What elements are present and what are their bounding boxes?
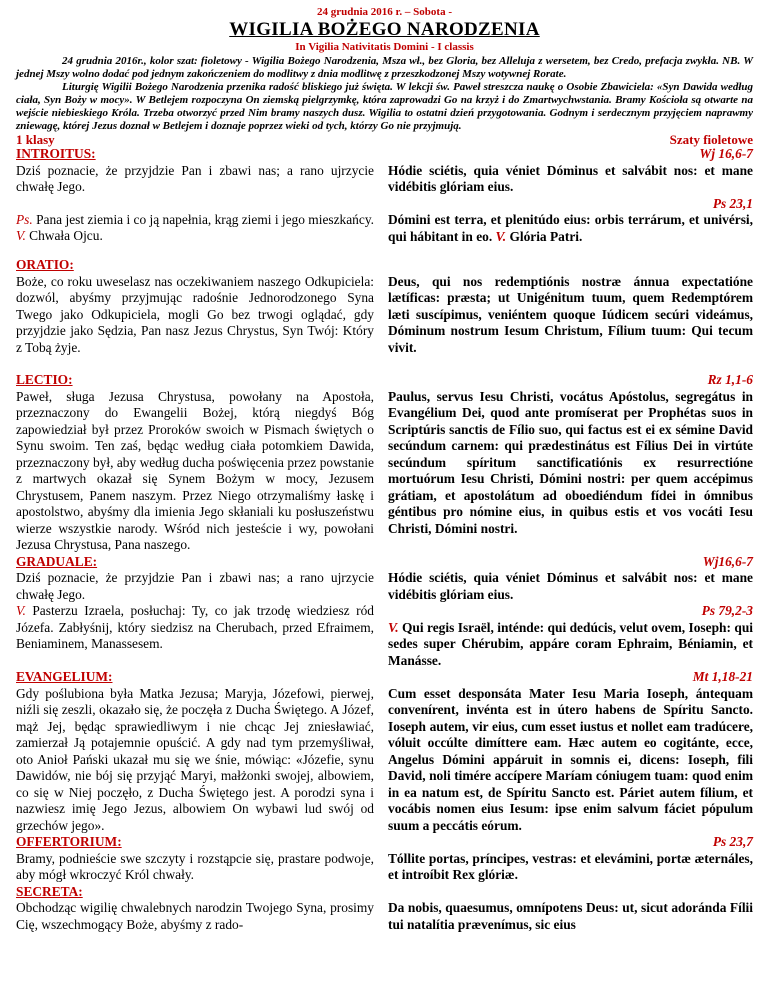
offertorium-polish: Bramy, podnieście swe szczyty i rozstąpcie się, prastare podwoje, aby mógł wkroczyć Król chwały. — [16, 850, 374, 882]
evangelium-row — [16, 686, 753, 835]
introitus-polish: Dziś poznacie, że przyjdzie Pan i zbawi nas; a rano ujrzycie chwałę Jego. — [16, 162, 374, 194]
date-line: 24 grudnia 2016 r. – Sobota - — [317, 6, 452, 18]
graduale-header-row — [16, 554, 753, 571]
page-title: WIGILIA BOŻEGO NARODZENIA — [229, 19, 540, 40]
evangelium-polish: Gdy poślubiona była Matka Jezusa; Maryja, Józefowi, pierwej, niźli się zeszli, okazało się, że poczęła z Ducha Świętego. A Józef, mąż Jej, będąc sprawiedliwym i nie chcąc Jej zniesławiać, zamierzał Ją potajemnie opuścić. A gdy nad tym przemyśliwał, oto Anioł Pański ukazał mu się we śnie, mówiąc: «Józefie, synu Dawidów, nie bój się przyjąć Maryi, małżonki swojej, albowiem, co się w Niej poczęło, z Ducha Świętego jest. A porodzi syna i nazwiesz imię Jego Jezus, albowiem On wybawi lud swój od grzechów jego». — [16, 685, 374, 833]
gloria-polish: Chwała Ojcu. — [25, 228, 103, 243]
introitus-header-row — [16, 146, 753, 163]
offertorium-row — [16, 818, 753, 884]
lectio-polish: Paweł, sługa Jezusa Chrystusa, powołany na Apostoła, przeznaczony do Ewangelii Bożej, którą niegdyś Bóg zapowiedział był przez Proroków swoich w Pismach świętych o Synu swoim. Ten zaś, będąc według ciała potomkiem Dawida, przeznaczony był, aby według ducha poświęcenia przez powstanie z martwych okazał się Synem Bożym w mocy, Jezusem Chrystusem, Panem naszym. Przez Niego otrzymaliśmy łaskę i apostolstwo, abyśmy dla imienia Jego skłaniali ku posłuszeństwu wierze wszystkie narody. Wśród nich jesteście i wy, powołani Jezusa Chrystusa, Pana naszego. — [16, 388, 374, 552]
introitus-psalm-ref: Ps 23,1 — [712, 195, 753, 211]
secreta-heading: SECRETA: — [16, 883, 83, 899]
lectio-row — [16, 389, 753, 554]
graduale-row — [16, 570, 753, 669]
graduale-psalm-ref: Ps 79,2-3 — [701, 603, 753, 618]
missal-page — [16, 6, 753, 933]
secreta-latin: Da nobis, quaesumus, omnípotens Deus: ut, sicut adoránda Fílii tui natalítia prævenímus, sic eius — [388, 900, 753, 932]
graduale-latin: Hódie sciétis, quia véniet Dóminus et salvábit nos: et mane vidébitis glóriam eius. — [388, 570, 753, 602]
graduale-heading: GRADUALE: — [16, 553, 98, 569]
latin-subtitle: In Vigilia Nativitatis Domini - I classis — [295, 41, 474, 53]
evangelium-ref: Mt 1,18-21 — [692, 669, 753, 684]
intro-notes — [16, 55, 753, 133]
oratio-row — [16, 257, 753, 356]
oratio-polish: Boże, co roku uweselasz nas oczekiwaniem naszego Odkupiciela: dozwól, abyśmy przyjmując radośnie Jednorodzonego Syna Twego jako Odkupiciela, mogli Go bez trwogi oglądać, gdy przyjdzie jako Sędzia, Pan nasz Jezus Chrystus, Syn Twój: Który z Tobą żyje. — [16, 273, 374, 355]
oratio-heading: ORATIO: — [16, 257, 74, 272]
intro-rubric: 24 grudnia 2016r., kolor szat: fioletowy - Wigilia Bożego Narodzenia, Msza wł., bez Gloria, bez Alleluja z wersetem, bez Credo, prefacja zwykła. NB. W jednej Mszy wolno dodać pod jednym zakończeniem do modlitwy z dnia modlitwę z przeszkodzonej Mszy wotywnej Rorate. — [16, 55, 753, 80]
graduale-verse-latin-text: Qui regis Israël, inténde: qui dedúcis, velut ovem, Ioseph: qui sedes super Chérubim, appáre coram Ephraim, Béniamin, et Manásse. — [388, 619, 753, 668]
psalm-polish-text: Pana jest ziemia i co ją napełnia, krąg ziemi i jego mieszkańcy. — [32, 211, 374, 227]
introitus-row — [16, 163, 753, 196]
graduale-verse-polish-text: Pasterzu Izraela, posłuchaj: Ty, co jak trzodę wiedziesz ród Józefa. Zabłyśnij, który siedzisz na Cherubach, przed Efraimem, Beniaminem, Manassesem. — [16, 603, 374, 651]
evangelium-header-row — [16, 669, 753, 686]
offertorium-ref: Ps 23,7 — [712, 834, 753, 849]
psalm-latin-text: Dómini est terra, et plenitúdo eius: orbis terrárum, et univérsi, qui hábitant in eo. — [388, 212, 753, 244]
graduale-verse-latin — [388, 620, 753, 670]
oratio-latin: Deus, qui nos redemptiónis nostræ ánnua expectatióne lætíficas: præsta; ut Unigénitum tuum, quem Redemptórem læti suscípimus, veniéntem quoque Iúdicem secúri videámus, Dóminum nostrum Iesum Christum, Fílium tuum: Qui tecum vivit. — [388, 273, 753, 355]
graduale-polish: Dziś poznacie, że przyjdzie Pan i zbawi nas; a rano ujrzycie chwałę Jego. — [16, 570, 374, 602]
lectio-header-row — [16, 372, 753, 389]
evangelium-heading: EVANGELIUM: — [16, 669, 113, 684]
lectio-ref: Rz 1,1-6 — [707, 372, 753, 387]
introitus-psalm-latin — [388, 212, 753, 245]
versicle-mark: V. — [16, 603, 26, 618]
evangelium-latin: Cum esset desponsáta Mater Iesu Maria Ioseph, ántequam convenírent, invénta est in útero habens de Spíritu Sancto. Ioseph autem, vir eius, cum esset iustus et nollet eam tradúcere, vóluit occúlte dimíttere eam. Hæc autem eo cogitánte, ecce, Angelus Dómini appáruit in somnis ei, dicens: Ioseph, fili David, noli timére accípere Maríam cóniugem tuam: quod enim in ea natum est, de Spíritu Sancto est. Páriet autem fílium, et vocábis nomen eius Iesum: ipse enim salvum fáciet pópulum suum a peccátis eórum. — [388, 685, 753, 833]
intro-commentary: Liturgię Wigilii Bożego Narodzenia przenika radość bliskiego już święta. W lekcji św. Paweł streszcza naukę o Osobie Zbawiciela: «Syn Dawida według ciała, Syn Boży w mocy». W Betlejem rozpoczyna On ziemską pielgrzymkę, która zaprowadzi Go na krzyż i do Zmartwychwstania. Bramy Kościoła są otwarte na wejście niebieskiego Króla. Trzeba otworzyć przed Nim bramy naszych dusz. Wigilia to ostatni dzień przygotowania. Godnym i serdecznym przyjęciem naprawmy zniewagę, której Jezus doznał w Betlejem i doznaje poprzez wieki od tych, którzy Go nie przyjmują. — [16, 81, 753, 132]
introitus-psalm-polish — [16, 212, 374, 245]
versicle-mark: V. — [495, 228, 507, 244]
introitus-psalm-row — [16, 196, 753, 246]
introitus-heading: INTROITUS: — [16, 146, 96, 161]
offertorium-heading: OFFERTORIUM: — [16, 834, 122, 849]
graduale-verse-polish — [16, 603, 374, 653]
offertorium-latin: Tóllite portas, príncipes, vestras: et elevámini, portæ æternáles, et introíbit Rex glóriæ. — [388, 850, 753, 882]
lectio-heading: LECTIO: — [16, 372, 73, 387]
gloria-latin: Glória Patri. — [506, 228, 583, 244]
versicle-mark: V. — [388, 619, 399, 635]
secreta-row — [16, 884, 753, 934]
graduale-ref: Wj16,6-7 — [702, 553, 753, 569]
introitus-latin: Hódie sciétis, quia véniet Dóminus et salvábit nos: et mane vidébitis glóriam eius. — [388, 162, 753, 194]
vestments-label: Szaty fioletowe — [669, 132, 753, 147]
class-label: 1 klasy — [16, 132, 55, 147]
lectio-latin: Paulus, servus Iesu Christi, vocátus Apóstolus, segregátus in Evangélium Dei, quod ante promíserat per Prophétas suos in Scriptúris sanctis de Fílio suo, qui factus est ei ex sémine David secúndum carnem: qui prædestinátus est Fílius Dei in virtúte secúndum spíritum sanctificatiónis ex resurrectióne mortuórum Iesu Christi, Dómini nostri: per quem accépimus grátiam, et apostolátum ad oboediéndum fídei in ómnibus géntibus pro nómine eius, in quibus estis et vos vocáti Iesu Christi, Dómini nostri. — [388, 388, 753, 536]
liturgical-meta — [16, 133, 753, 146]
psalm-label: Ps. — [16, 211, 33, 227]
versicle-mark: V. — [16, 228, 26, 243]
introitus-ref: Wj 16,6-7 — [699, 146, 753, 161]
secreta-polish: Obchodząc wigilię chwalebnych narodzin Twojego Syna, prosimy Cię, wszechmogący Boże, abyśmy z rado- — [16, 900, 374, 932]
